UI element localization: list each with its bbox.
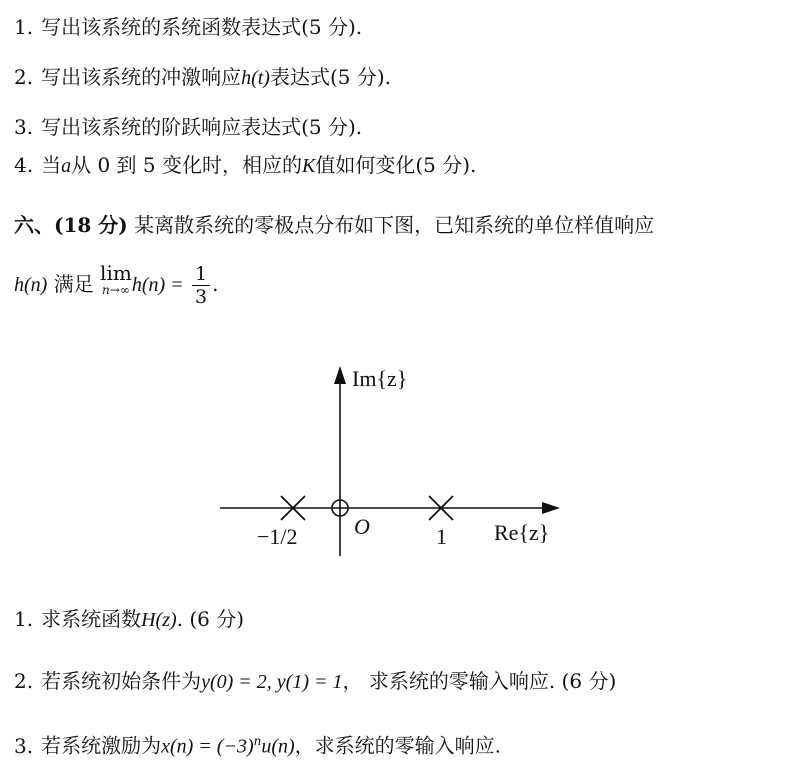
math-expression: H(z) bbox=[141, 609, 177, 631]
question-b1 bbox=[14, 606, 244, 633]
question-b3 bbox=[14, 728, 501, 760]
pole-label-neg-half: −1/2 bbox=[257, 524, 298, 549]
math-expression: h(t) bbox=[241, 67, 270, 89]
question-text: 写出该系统的阶跃响应表达式(5 分). bbox=[41, 115, 363, 139]
question-text: ， 求系统的零输入响应. (6 分) bbox=[342, 669, 617, 693]
question-text: 求系统函数 bbox=[41, 607, 142, 631]
question-text: 值如何变化(5 分). bbox=[315, 153, 477, 177]
real-axis-label: Re{z} bbox=[494, 520, 550, 545]
imaginary-axis-label: Im{z} bbox=[352, 366, 408, 391]
question-text: 从 0 到 5 变化时，相应的 bbox=[71, 153, 302, 177]
condition-text: 满足 bbox=[53, 272, 94, 296]
limit-word: lim bbox=[100, 261, 132, 285]
section-text: 某离散系统的零极点分布如下图，已知系统的单位样值响应 bbox=[134, 213, 655, 237]
math-variable: a bbox=[61, 155, 72, 177]
question-number: 2. bbox=[14, 65, 34, 89]
math-exponent: n bbox=[253, 734, 262, 748]
math-expression: h(n) = bbox=[131, 274, 184, 296]
fraction-numerator: 1 bbox=[192, 263, 210, 286]
question-number: 3. bbox=[14, 115, 34, 139]
question-number: 1. bbox=[14, 607, 34, 631]
question-number: 4. bbox=[14, 153, 34, 177]
origin-label: O bbox=[354, 514, 370, 539]
fraction-denominator: 3 bbox=[195, 286, 208, 308]
section-label: 六、 bbox=[14, 213, 54, 237]
section-score: (18 分) bbox=[54, 213, 128, 237]
question-text: 表达式(5 分). bbox=[269, 65, 392, 89]
question-text: . (6 分) bbox=[176, 607, 245, 631]
math-expression: x(n) = (−3) bbox=[161, 735, 254, 758]
math-expression: h(n) bbox=[14, 274, 48, 296]
question-text: ，求系统的零输入响应. bbox=[294, 733, 502, 758]
math-expression: u(n) bbox=[261, 735, 295, 758]
math-variable: K bbox=[301, 155, 316, 177]
question-text: 当 bbox=[41, 153, 62, 177]
question-number: 3. bbox=[14, 733, 34, 758]
question-text: 写出该系统的系统函数表达式(5 分). bbox=[41, 15, 363, 39]
question-text: 写出该系统的冲激响应 bbox=[41, 65, 242, 89]
real-axis-arrow bbox=[542, 502, 560, 514]
question-text: 若系统激励为 bbox=[41, 733, 162, 758]
question-number: 2. bbox=[14, 669, 34, 693]
period: . bbox=[212, 272, 219, 296]
pole-label-one: 1 bbox=[436, 524, 447, 549]
math-expression: y(0) = 2, y(1) = 1 bbox=[201, 671, 343, 693]
question-text: 若系统初始条件为 bbox=[41, 669, 202, 693]
limit-subscript: n→∞ bbox=[102, 283, 130, 297]
imaginary-axis-arrow bbox=[334, 366, 346, 384]
question-number: 1. bbox=[14, 15, 34, 39]
question-b2 bbox=[14, 668, 616, 695]
